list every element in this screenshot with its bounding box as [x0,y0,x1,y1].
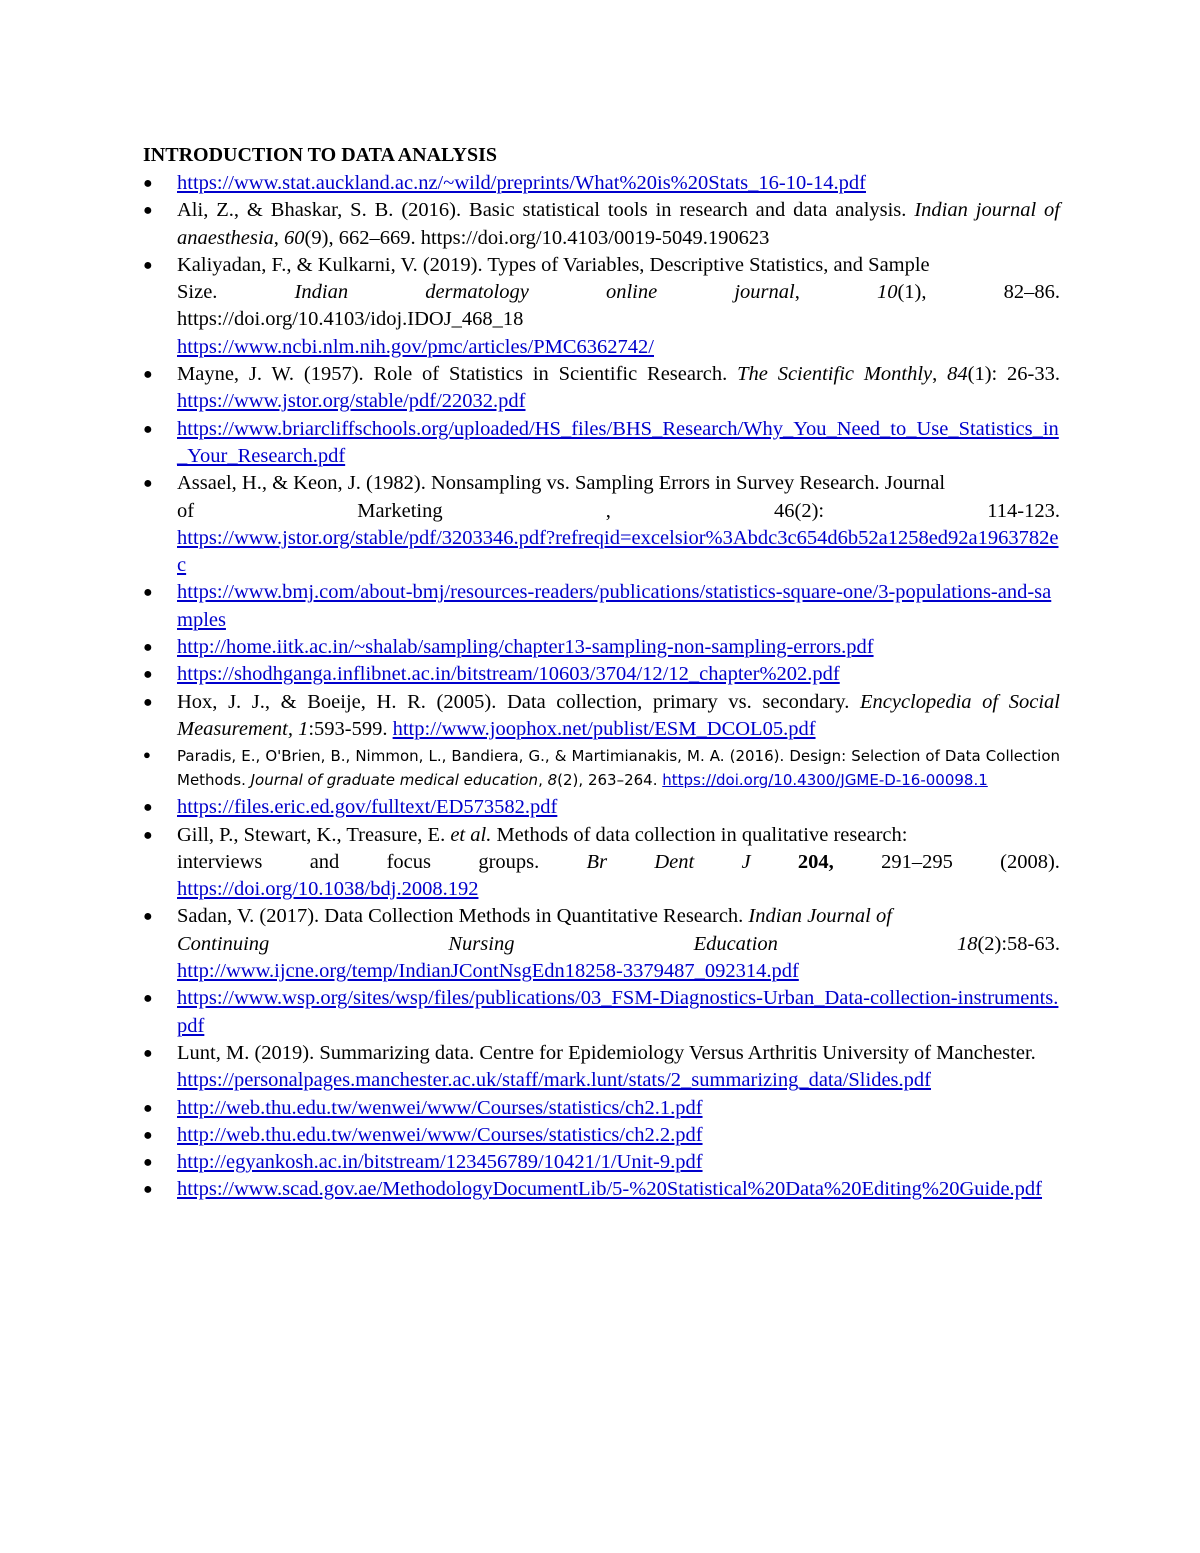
reference-link[interactable]: https://www.ncbi.nlm.nih.gov/pmc/articles/PMC6362742/ [177,335,654,358]
list-item [143,822,1060,904]
bullet-icon: ● [143,256,153,274]
reference-link[interactable]: https://www.briarcliffschools.org/uploaded/HS_files/BHS_Research/Why_You_Need_to_Use_Statistics_in_Your_Research.pdf [177,417,1059,467]
list-item [143,689,1060,744]
list-item [143,579,1060,634]
reference-link[interactable]: http://home.iitk.ac.in/~shalab/sampling/chapter13-sampling-non-sampling-errors.pdf [177,636,874,659]
reference-link[interactable]: https://www.stat.auckland.ac.nz/~wild/preprints/What%20is%20Stats_16-10-14.pdf [177,172,866,194]
reference-text: Assael, H., & Keon, J. (1982). Nonsampling vs. Sampling Errors in Survey Research. Journal of Marketing , 46(2): 114-123. https://www.jstor.org/stable/pdf/3203346.pdf?refreqid=excelsior%3Abdc3c654d6b52a1258ed92a1963782ec [177,472,1060,577]
list-item [143,1040,1060,1095]
list-item [143,1095,1060,1122]
reference-text: Ali, Z., & Bhaskar, S. B. (2016). Basic statistical tools in research and data analysis. Indian journal of anaesthesia, 60(9), 662–669. https://doi.org/10.4103/0019-5049.190623 [177,199,1060,249]
bullet-icon: ● [143,908,153,926]
bullet-icon: ● [143,826,153,844]
bullet-icon: ● [143,420,153,438]
reference-text: Sadan, V. (2017). Data Collection Methods in Quantitative Research. Indian Journal of Continuing Nursing Education 18(2):58-63. http://www.ijcne.org/temp/IndianJContNsgEdn18258-3379487_092314.pdf [177,905,1060,983]
bullet-icon: ● [143,666,153,684]
reference-link[interactable]: https://www.scad.gov.ae/MethodologyDocumentLib/5-%20Statistical%20Data%20Editing%20Guide.pdf [177,1178,1043,1201]
reference-text: Mayne, J. W. (1957). Role of Statistics in Scientific Research. The Scientific Monthly, 84(1): 26-33. https://www.jstor.org/stable/pdf/22032.pdf [177,363,1061,413]
bullet-icon: ● [143,693,153,711]
reference-link[interactable]: https://shodhganga.inflibnet.ac.in/bitstream/10603/3704/12/12_chapter%202.pdf [177,663,840,686]
reference-link[interactable]: https://doi.org/10.4300/JGME-D-16-00098.1 [662,770,988,789]
bullet-icon: ● [143,175,153,192]
reference-list [143,170,1060,1204]
list-item [143,661,1060,688]
list-item [143,794,1060,821]
list-item [143,170,1060,197]
reference-link[interactable]: http://egyankosh.ac.in/bitstream/123456789/10421/1/Unit-9.pdf [177,1151,703,1174]
reference-text: Lunt, M. (2019). Summarizing data. Centre for Epidemiology Versus Arthritis University of Manchester. https://personalpages.manchester.ac.uk/staff/mark.lunt/stats/2_summarizing_data/Slides.pdf [177,1041,1036,1092]
list-item [143,1176,1060,1203]
reference-link[interactable]: http://web.thu.edu.tw/wenwei/www/Courses/statistics/ch2.2.pdf [177,1123,703,1146]
reference-text: Gill, P., Stewart, K., Treasure, E. et al. Methods of data collection in qualitative research: interviews and focus groups. Br Dent J 204, 291–295 (2008). https://doi.org/10.1038/bdj.2008.192 [177,823,1060,901]
bullet-icon: ● [143,1044,153,1062]
reference-link[interactable]: https://doi.org/10.1038/bdj.2008.192 [177,878,479,901]
bullet-icon: ● [143,1099,153,1117]
reference-text: Hox, J. J., & Boeije, H. R. (2005). Data collection, primary vs. secondary. Encyclopedia of Social Measurement, 1:593-599. http://www.joophox.net/publist/ESM_DCOL05.pdf [177,690,1060,740]
list-item [143,985,1060,1040]
reference-text: Kaliyadan, F., & Kulkarni, V. (2019). Types of Variables, Descriptive Statistics, and Sample Size. Indian dermatology online journal, 10(1), 82–86. https://doi.org/10.4103/idoj.IDOJ_468_18 https://www.ncbi.nlm.nih.gov/pmc/articles/PMC6362742/ [177,253,1060,358]
bullet-icon: ● [143,990,153,1008]
reference-link[interactable]: https://www.jstor.org/stable/pdf/22032.pdf [177,390,526,413]
bullet-icon: ● [143,366,153,384]
bullet-icon: ● [143,799,153,817]
list-item [143,1149,1060,1176]
reference-link[interactable]: http://web.thu.edu.tw/wenwei/www/Courses/statistics/ch2.1.pdf [177,1096,703,1119]
list-item [143,197,1060,252]
reference-link[interactable]: https://personalpages.manchester.ac.uk/staff/mark.lunt/stats/2_summarizing_data/Slides.pdf [177,1069,931,1092]
bullet-icon: ● [143,475,153,493]
bullet-icon: ● [143,1181,153,1199]
reference-text: Paradis, E., O'Brien, B., Nimmon, L., Bandiera, G., & Martimianakis, M. A. (2016). Design: Selection of Data Collection Methods. Journal of graduate medical education, 8(2), 263–264. https://doi.org/10.4300/JGME-D-16-00098.1 [177,747,1060,789]
reference-link[interactable]: http://www.joophox.net/publist/ESM_DCOL05.pdf [392,717,816,740]
list-item [143,743,1060,794]
list-item [143,903,1060,985]
reference-link[interactable]: https://www.bmj.com/about-bmj/resources-readers/publications/statistics-square-one/3-populations-and-samples [177,581,1052,631]
reference-link[interactable]: https://www.jstor.org/stable/pdf/3203346.pdf?refreqid=excelsior%3Abdc3c654d6b52a1258ed92a1963782ec [177,526,1059,577]
bullet-icon: ● [143,584,153,602]
bullet-icon: ● [143,1154,153,1172]
list-item [143,416,1060,471]
list-item [143,634,1060,661]
list-item [143,470,1060,579]
list-item [143,1122,1060,1149]
reference-link[interactable]: https://files.eric.ed.gov/fulltext/ED573582.pdf [177,796,558,819]
reference-link[interactable]: http://www.ijcne.org/temp/IndianJContNsgEdn18258-3379487_092314.pdf [177,960,799,983]
bullet-icon: ● [143,1126,153,1144]
document-content [143,142,1060,1204]
list-item [143,361,1060,416]
bullet-icon: ● [143,202,153,220]
bullet-icon: ● [143,639,153,657]
page-title: INTRODUCTION TO DATA ANALYSIS [143,144,497,166]
reference-link[interactable]: https://www.wsp.org/sites/wsp/files/publications/03_FSM-Diagnostics-Urban_Data-collection-instruments.pdf [177,987,1059,1037]
bullet-icon: ● [143,747,151,763]
list-item [143,252,1060,361]
